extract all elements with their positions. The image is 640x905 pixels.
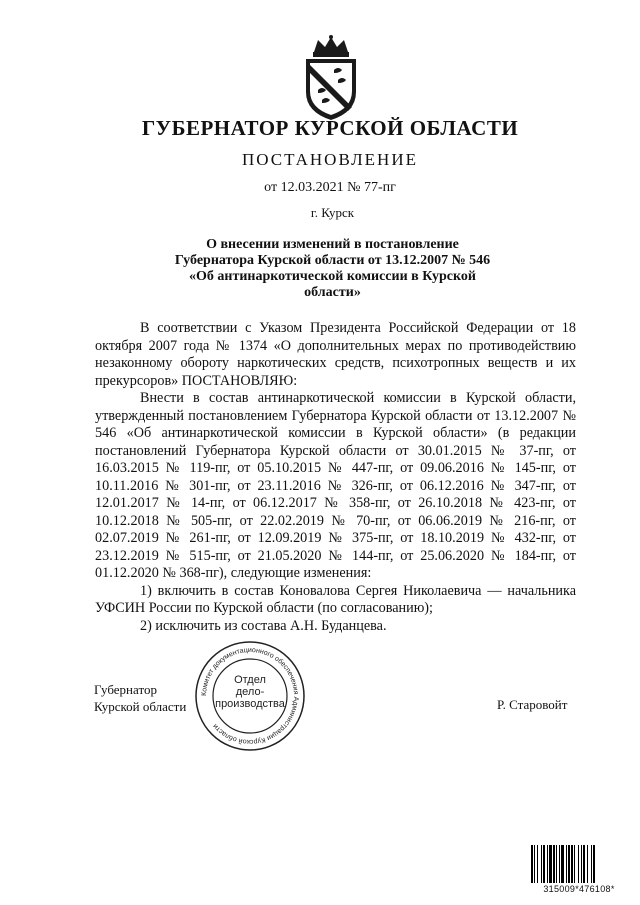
barcode-bar — [581, 845, 582, 883]
barcode-bar — [561, 845, 564, 883]
barcode-bar — [541, 845, 542, 883]
barcode-bar — [566, 845, 567, 883]
signer-name: Р. Старовойт — [497, 697, 568, 712]
stamp-line-2: дело- — [235, 686, 265, 698]
barcode-bar — [587, 845, 588, 883]
barcode-bar — [559, 845, 560, 883]
document-subject — [160, 237, 505, 301]
signer-position — [94, 681, 186, 715]
barcode-bar — [583, 845, 585, 883]
barcode-bar — [571, 845, 573, 883]
signer-position-line-2: Курской области — [94, 699, 187, 714]
barcode-bar — [578, 845, 579, 883]
barcode-bar — [553, 845, 555, 883]
barcode-bar — [568, 845, 570, 883]
barcode-bar — [574, 845, 575, 883]
stamp-line-1: Отдел — [234, 674, 266, 686]
subject-line-3: «Об антинаркотической комиссии в Курской области» — [189, 269, 476, 300]
stamp-line-3: производства — [215, 698, 285, 710]
subject-line-2: Губернатора Курской области от 13.12.2007 № 546 — [174, 253, 491, 268]
document-type: ПОСТАНОВЛЕНИЕ — [241, 150, 418, 169]
barcode-bar — [591, 845, 592, 883]
preamble-paragraph: В соответствии с Указом Президента Российской Федерации от 18 октября 2007 года № 1374 «О дополнительных мерах по противодействию незаконному обороту наркотических средств, психотропных веществ и их прекурсоров» ПОСТАНОВЛЯЮ: — [95, 320, 576, 389]
signer-position-line-1: Губернатор — [94, 682, 157, 697]
stamp-ring-text: Комитет документационного обеспечения Администрации Курской области — [200, 646, 300, 746]
amendment-paragraph: Внести в состав антинаркотической комиссии в Курской области, утвержденный постановлением Губернатора Курской области от 13.12.2007 № 546 «Об антинаркотической комиссии в Курской области» (в редакции постановлений Губернатора Курской области от 30.01.2015 № 37-пг, от 16.03.2015 № 119-пг, от 05.10.2015 № 447-пг, от 09.06.2016 № 145-пг, от 10.11.2016 № 301-пг, от 23.11.2016 № 326-пг, от 06.12.2016 № 347-пг, от 12.01.2017 № 14-пг, от 06.12.2017 № 358-пг, от 26.10.2018 № 423-пг, от 10.12.2018 № 505-пг, от 22.02.2019 № 70-пг, от 06.06.2019 № 216-пг, от 02.07.2019 № 261-пг, от 12.09.2019 № 375-пг, от 18.10.2019 № 432-пг, от 23.12.2019 № 515-пг, от 21.05.2020 № 144-пг, от 25.06.2020 № 184-пг, от 01.12.2020 № 368-пг), следующие изменения: — [95, 390, 576, 581]
subject-line-1: О внесении изменений в постановление — [206, 237, 459, 252]
coat-of-arms-emblem — [296, 34, 366, 122]
authority-title: ГУБЕРНАТОР КУРСКОЙ ОБЛАСТИ — [141, 116, 519, 140]
barcode-number: 315009*476108* — [543, 884, 615, 894]
barcode-bar — [543, 845, 545, 883]
document-barcode — [531, 845, 627, 883]
barcode-bar — [556, 845, 557, 883]
barcode-bar — [549, 845, 552, 883]
document-date-number: от 12.03.2021 № 77-пг — [264, 180, 396, 195]
document-city: г. Курск — [310, 205, 355, 220]
amendment-item-1: 1) включить в состав Коновалова Сергея Николаевича — начальника УФСИН России по Курской области (по согласованию); — [95, 582, 576, 616]
barcode-bar — [593, 845, 595, 883]
barcode-bar — [531, 845, 533, 883]
barcode-bar — [537, 845, 538, 883]
stamp-center-text — [206, 674, 294, 710]
barcode-bar — [547, 845, 548, 883]
amendment-item-2: 2) исключить из состава А.Н. Буданцева. — [140, 617, 387, 634]
barcode-bar — [534, 845, 535, 883]
document-body — [95, 320, 576, 635]
